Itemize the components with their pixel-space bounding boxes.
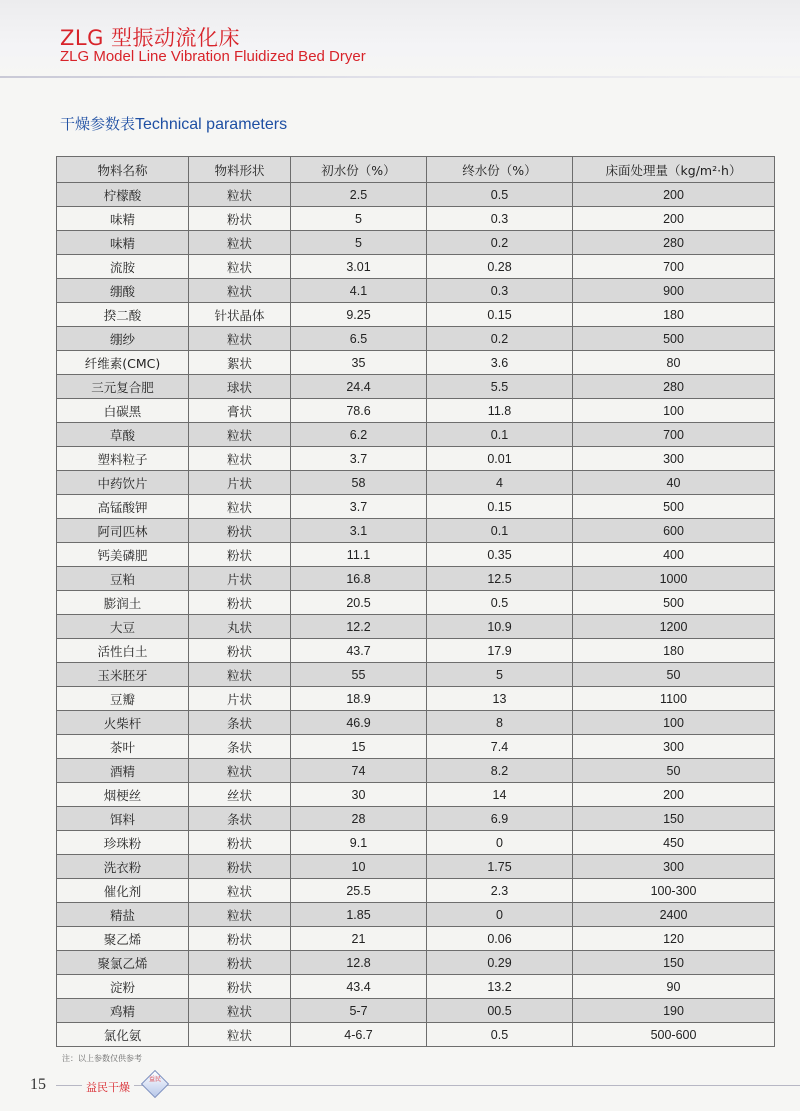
- cell-bed-capacity: 900: [573, 279, 775, 303]
- cell-final-moisture: 5: [427, 663, 573, 687]
- table-row: [57, 855, 775, 879]
- header-material-name: 物料名称: [57, 157, 189, 183]
- cell-final-moisture: 0.1: [427, 519, 573, 543]
- footnote: 注：以上参数仅供参考: [62, 1054, 142, 1063]
- cell-bed-capacity: 100: [573, 399, 775, 423]
- cell-material-name: 揆二酸: [57, 303, 189, 327]
- cell-bed-capacity: 1000: [573, 567, 775, 591]
- cell-final-moisture: 0.15: [427, 495, 573, 519]
- cell-bed-capacity: 150: [573, 807, 775, 831]
- cell-material-form: 粒状: [189, 447, 291, 471]
- cell-initial-moisture: 15: [291, 735, 427, 759]
- cell-initial-moisture: 11.1: [291, 543, 427, 567]
- cell-bed-capacity: 500-600: [573, 1023, 775, 1047]
- table-row: [57, 423, 775, 447]
- cell-bed-capacity: 1100: [573, 687, 775, 711]
- cell-initial-moisture: 35: [291, 351, 427, 375]
- header-bed-capacity: 床面处理量（kg/m²·h）: [573, 157, 775, 183]
- cell-initial-moisture: 3.1: [291, 519, 427, 543]
- table-row: [57, 711, 775, 735]
- cell-material-name: 钙美磷肥: [57, 543, 189, 567]
- cell-material-name: 味精: [57, 207, 189, 231]
- title-english: ZLG Model Line Vibration Fluidized Bed Dryer: [60, 48, 366, 65]
- cell-initial-moisture: 6.2: [291, 423, 427, 447]
- cell-final-moisture: 13.2: [427, 975, 573, 999]
- cell-bed-capacity: 450: [573, 831, 775, 855]
- cell-bed-capacity: 300: [573, 855, 775, 879]
- cell-material-form: 条状: [189, 735, 291, 759]
- cell-initial-moisture: 28: [291, 807, 427, 831]
- cell-final-moisture: 1.75: [427, 855, 573, 879]
- cell-initial-moisture: 58: [291, 471, 427, 495]
- cell-material-name: 白碳黑: [57, 399, 189, 423]
- cell-material-name: 绷酸: [57, 279, 189, 303]
- table-row: [57, 399, 775, 423]
- cell-material-form: 粒状: [189, 231, 291, 255]
- header-initial-moisture: 初水份（%）: [291, 157, 427, 183]
- cell-final-moisture: 13: [427, 687, 573, 711]
- section-title: [60, 113, 287, 134]
- table-row: [57, 927, 775, 951]
- cell-material-name: 聚乙烯: [57, 927, 189, 951]
- cell-bed-capacity: 50: [573, 663, 775, 687]
- cell-initial-moisture: 6.5: [291, 327, 427, 351]
- table-row: [57, 279, 775, 303]
- cell-bed-capacity: 500: [573, 591, 775, 615]
- cell-final-moisture: 4: [427, 471, 573, 495]
- parameters-table: [56, 156, 775, 1047]
- cell-material-form: 粒状: [189, 255, 291, 279]
- cell-material-name: 豆粕: [57, 567, 189, 591]
- cell-final-moisture: 0.3: [427, 207, 573, 231]
- cell-material-form: 粉状: [189, 927, 291, 951]
- cell-bed-capacity: 100-300: [573, 879, 775, 903]
- cell-material-form: 粉状: [189, 831, 291, 855]
- brand-name: 益民干燥: [82, 1079, 134, 1095]
- cell-material-form: 粒状: [189, 495, 291, 519]
- table-row: [57, 639, 775, 663]
- cell-material-form: 条状: [189, 807, 291, 831]
- cell-initial-moisture: 5-7: [291, 999, 427, 1023]
- cell-final-moisture: 8.2: [427, 759, 573, 783]
- cell-bed-capacity: 100: [573, 711, 775, 735]
- cell-initial-moisture: 43.4: [291, 975, 427, 999]
- cell-material-name: 氯化氨: [57, 1023, 189, 1047]
- cell-material-form: 针状晶体: [189, 303, 291, 327]
- cell-material-form: 片状: [189, 567, 291, 591]
- table-row: [57, 519, 775, 543]
- table-row: [57, 375, 775, 399]
- cell-material-name: 豆瓣: [57, 687, 189, 711]
- cell-initial-moisture: 30: [291, 783, 427, 807]
- cell-material-name: 中药饮片: [57, 471, 189, 495]
- table-body: [57, 183, 775, 1047]
- cell-material-form: 粉状: [189, 519, 291, 543]
- cell-initial-moisture: 16.8: [291, 567, 427, 591]
- cell-initial-moisture: 25.5: [291, 879, 427, 903]
- cell-initial-moisture: 12.2: [291, 615, 427, 639]
- cell-material-name: 高锰酸钾: [57, 495, 189, 519]
- cell-material-form: 粒状: [189, 423, 291, 447]
- cell-material-form: 粒状: [189, 327, 291, 351]
- table-row: [57, 1023, 775, 1047]
- cell-final-moisture: 0.06: [427, 927, 573, 951]
- cell-initial-moisture: 5: [291, 207, 427, 231]
- cell-material-form: 粒状: [189, 663, 291, 687]
- cell-bed-capacity: 90: [573, 975, 775, 999]
- cell-final-moisture: 0.35: [427, 543, 573, 567]
- cell-final-moisture: 0: [427, 903, 573, 927]
- cell-final-moisture: 0.29: [427, 951, 573, 975]
- cell-material-form: 粒状: [189, 999, 291, 1023]
- cell-material-name: 饵料: [57, 807, 189, 831]
- cell-final-moisture: 10.9: [427, 615, 573, 639]
- cell-material-name: 草酸: [57, 423, 189, 447]
- cell-material-form: 丸状: [189, 615, 291, 639]
- cell-material-name: 活性白土: [57, 639, 189, 663]
- brand-logo-text: 益民: [148, 1076, 161, 1083]
- cell-material-name: 淀粉: [57, 975, 189, 999]
- cell-material-form: 丝状: [189, 783, 291, 807]
- cell-material-name: 酒精: [57, 759, 189, 783]
- cell-final-moisture: 0: [427, 831, 573, 855]
- cell-initial-moisture: 24.4: [291, 375, 427, 399]
- cell-material-form: 粉状: [189, 639, 291, 663]
- cell-bed-capacity: 120: [573, 927, 775, 951]
- table-row: [57, 687, 775, 711]
- cell-final-moisture: 0.2: [427, 231, 573, 255]
- cell-initial-moisture: 21: [291, 927, 427, 951]
- cell-material-form: 粒状: [189, 759, 291, 783]
- cell-final-moisture: 7.4: [427, 735, 573, 759]
- cell-material-name: 味精: [57, 231, 189, 255]
- cell-final-moisture: 2.3: [427, 879, 573, 903]
- cell-final-moisture: 0.1: [427, 423, 573, 447]
- cell-bed-capacity: 1200: [573, 615, 775, 639]
- cell-final-moisture: 0.5: [427, 1023, 573, 1047]
- cell-material-name: 鸡精: [57, 999, 189, 1023]
- cell-final-moisture: 3.6: [427, 351, 573, 375]
- cell-material-name: 三元复合肥: [57, 375, 189, 399]
- cell-bed-capacity: 280: [573, 231, 775, 255]
- table-row: [57, 471, 775, 495]
- brand-logo-icon: [141, 1070, 169, 1098]
- cell-bed-capacity: 300: [573, 735, 775, 759]
- cell-material-name: 烟梗丝: [57, 783, 189, 807]
- cell-initial-moisture: 9.25: [291, 303, 427, 327]
- cell-material-form: 粉状: [189, 855, 291, 879]
- cell-material-name: 柠檬酸: [57, 183, 189, 207]
- cell-bed-capacity: 150: [573, 951, 775, 975]
- cell-material-name: 绷纱: [57, 327, 189, 351]
- table-row: [57, 735, 775, 759]
- cell-initial-moisture: 3.7: [291, 447, 427, 471]
- table-row: [57, 807, 775, 831]
- cell-initial-moisture: 4-6.7: [291, 1023, 427, 1047]
- cell-bed-capacity: 600: [573, 519, 775, 543]
- table-row: [57, 615, 775, 639]
- table-row: [57, 879, 775, 903]
- cell-material-form: 粒状: [189, 183, 291, 207]
- cell-material-form: 片状: [189, 687, 291, 711]
- cell-bed-capacity: 40: [573, 471, 775, 495]
- cell-final-moisture: 17.9: [427, 639, 573, 663]
- cell-material-name: 精盐: [57, 903, 189, 927]
- section-title-cn: 干燥参数表: [60, 115, 136, 133]
- cell-final-moisture: 14: [427, 783, 573, 807]
- cell-initial-moisture: 10: [291, 855, 427, 879]
- cell-material-name: 纤维素(CMC): [57, 351, 189, 375]
- cell-final-moisture: 0.3: [427, 279, 573, 303]
- table-row: [57, 783, 775, 807]
- section-title-en: Technical parameters: [135, 116, 288, 133]
- cell-material-form: 粉状: [189, 543, 291, 567]
- cell-material-form: 粒状: [189, 279, 291, 303]
- cell-bed-capacity: 500: [573, 327, 775, 351]
- table-row: [57, 759, 775, 783]
- cell-initial-moisture: 43.7: [291, 639, 427, 663]
- table-row: [57, 543, 775, 567]
- cell-initial-moisture: 55: [291, 663, 427, 687]
- cell-initial-moisture: 20.5: [291, 591, 427, 615]
- table-row: [57, 327, 775, 351]
- cell-material-name: 膨润土: [57, 591, 189, 615]
- cell-material-name: 塑料粒子: [57, 447, 189, 471]
- table-row: [57, 207, 775, 231]
- cell-initial-moisture: 4.1: [291, 279, 427, 303]
- cell-bed-capacity: 700: [573, 255, 775, 279]
- cell-initial-moisture: 74: [291, 759, 427, 783]
- header-material-form: 物料形状: [189, 157, 291, 183]
- cell-final-moisture: 00.5: [427, 999, 573, 1023]
- table-row: [57, 495, 775, 519]
- cell-material-form: 粉状: [189, 207, 291, 231]
- cell-material-name: 玉米胚牙: [57, 663, 189, 687]
- cell-initial-moisture: 46.9: [291, 711, 427, 735]
- cell-material-form: 粉状: [189, 591, 291, 615]
- cell-material-name: 洗衣粉: [57, 855, 189, 879]
- cell-material-name: 流胺: [57, 255, 189, 279]
- cell-material-name: 催化剂: [57, 879, 189, 903]
- cell-final-moisture: 6.9: [427, 807, 573, 831]
- header-divider: [0, 76, 800, 78]
- cell-bed-capacity: 190: [573, 999, 775, 1023]
- table-row: [57, 567, 775, 591]
- cell-initial-moisture: 1.85: [291, 903, 427, 927]
- cell-final-moisture: 8: [427, 711, 573, 735]
- cell-bed-capacity: 50: [573, 759, 775, 783]
- cell-final-moisture: 0.01: [427, 447, 573, 471]
- cell-material-form: 粉状: [189, 975, 291, 999]
- table-row: [57, 591, 775, 615]
- cell-initial-moisture: 3.7: [291, 495, 427, 519]
- cell-material-form: 膏状: [189, 399, 291, 423]
- cell-final-moisture: 5.5: [427, 375, 573, 399]
- table-row: [57, 255, 775, 279]
- cell-initial-moisture: 12.8: [291, 951, 427, 975]
- cell-bed-capacity: 280: [573, 375, 775, 399]
- cell-material-name: 茶叶: [57, 735, 189, 759]
- table-row: [57, 975, 775, 999]
- table-header-row: [57, 157, 775, 183]
- cell-bed-capacity: 200: [573, 183, 775, 207]
- cell-material-form: 絮状: [189, 351, 291, 375]
- cell-initial-moisture: 2.5: [291, 183, 427, 207]
- cell-material-form: 粉状: [189, 951, 291, 975]
- table-row: [57, 999, 775, 1023]
- cell-material-name: 珍珠粉: [57, 831, 189, 855]
- table-row: [57, 303, 775, 327]
- table-row: [57, 351, 775, 375]
- table-row: [57, 831, 775, 855]
- cell-bed-capacity: 300: [573, 447, 775, 471]
- table-row: [57, 903, 775, 927]
- cell-final-moisture: 0.5: [427, 183, 573, 207]
- table-row: [57, 447, 775, 471]
- cell-material-name: 大豆: [57, 615, 189, 639]
- table-row: [57, 231, 775, 255]
- cell-material-name: 阿司匹林: [57, 519, 189, 543]
- cell-material-form: 粒状: [189, 903, 291, 927]
- cell-final-moisture: 12.5: [427, 567, 573, 591]
- cell-bed-capacity: 400: [573, 543, 775, 567]
- cell-initial-moisture: 9.1: [291, 831, 427, 855]
- cell-final-moisture: 0.5: [427, 591, 573, 615]
- cell-initial-moisture: 5: [291, 231, 427, 255]
- cell-initial-moisture: 18.9: [291, 687, 427, 711]
- cell-final-moisture: 0.28: [427, 255, 573, 279]
- cell-material-form: 粒状: [189, 879, 291, 903]
- cell-material-form: 片状: [189, 471, 291, 495]
- title-chinese: ZLG 型振动流化床: [60, 26, 241, 50]
- cell-bed-capacity: 180: [573, 639, 775, 663]
- cell-material-form: 球状: [189, 375, 291, 399]
- cell-final-moisture: 0.15: [427, 303, 573, 327]
- cell-bed-capacity: 200: [573, 783, 775, 807]
- cell-material-form: 条状: [189, 711, 291, 735]
- cell-bed-capacity: 200: [573, 207, 775, 231]
- cell-initial-moisture: 3.01: [291, 255, 427, 279]
- cell-material-name: 聚氯乙烯: [57, 951, 189, 975]
- cell-bed-capacity: 500: [573, 495, 775, 519]
- cell-final-moisture: 0.2: [427, 327, 573, 351]
- cell-bed-capacity: 80: [573, 351, 775, 375]
- table-row: [57, 183, 775, 207]
- cell-final-moisture: 11.8: [427, 399, 573, 423]
- header-final-moisture: 终水份（%）: [427, 157, 573, 183]
- cell-material-form: 粒状: [189, 1023, 291, 1047]
- cell-material-name: 火柴杆: [57, 711, 189, 735]
- table-row: [57, 951, 775, 975]
- cell-bed-capacity: 700: [573, 423, 775, 447]
- table-row: [57, 663, 775, 687]
- cell-bed-capacity: 180: [573, 303, 775, 327]
- page-number: 15: [30, 1076, 46, 1093]
- cell-bed-capacity: 2400: [573, 903, 775, 927]
- cell-initial-moisture: 78.6: [291, 399, 427, 423]
